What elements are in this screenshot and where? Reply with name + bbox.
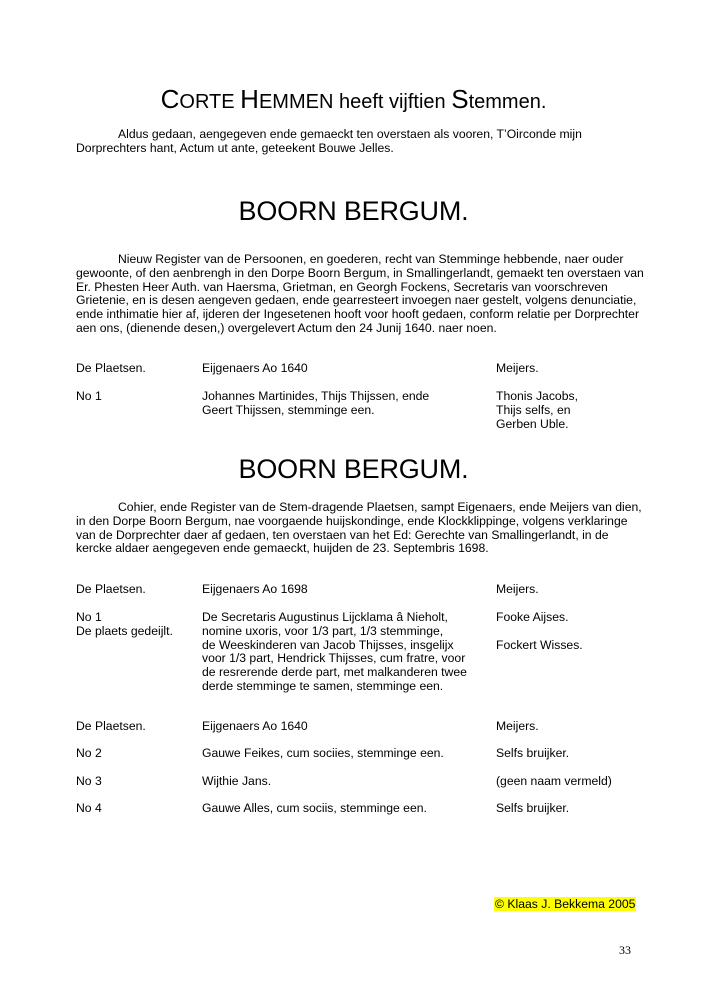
paragraph-cohier	[76, 500, 642, 556]
cell-line: voor 1/3 part, Hendrick Thijsses, cum fratre, voor	[202, 651, 466, 666]
column-header-tenants: Meijers.	[496, 719, 539, 733]
paragraph-line: Cohier, ende Register van de Stem-dragende Plaetsen, sampt Eigenaers, ende Meijers van dien,	[118, 500, 642, 514]
heading-boorn-bergum-1: BOORN BERGUM.	[238, 196, 469, 226]
cell-line: Thonis Jacobs,	[496, 389, 578, 403]
cell-line: derde stemminge te samen, stemminge een.	[202, 678, 444, 693]
cell-line: de Weeskinderen van Jacob Thijsses, insgelijx	[202, 637, 454, 652]
paragraph-line: aen ons, (dienende desen,) overgelevert Actum den 24 Junij 1640. naer noen.	[76, 320, 497, 335]
cell-place: No 4	[76, 801, 102, 815]
cell-tenants: (geen naam vermeld)	[496, 774, 612, 788]
paragraph-line: Aldus gedaan, aengegeven ende gemaeckt ten overstaen als vooren, T’Oirconde mijn	[118, 127, 582, 141]
column-header-tenants: Meijers.	[496, 361, 539, 375]
cell-line: nomine uxoris, voor 1/3 part, 1/3 stemminge,	[202, 623, 444, 638]
heading-boorn-bergum-2: BOORN BERGUM.	[238, 454, 469, 484]
paragraph-line: gewoonte, of den aenbrengh in den Dorpe Boorn Bergum, in Smallingerlandt, gemaekt ten overstaen van	[76, 265, 644, 280]
paragraph-line: Grietenie, en is desen aengeven gedaen, ende gearresteert invoegen naer gestelt, volgens denunciatie,	[76, 293, 637, 308]
paragraph-line: kercke aldaer aengegeven ende gemaeckt, huijden de 23. Septembris 1698.	[76, 541, 489, 556]
cell-line: De Secretaris Augustinus Lijcklama â Nieholt,	[202, 610, 448, 624]
cell-owners: Gauwe Feikes, cum sociies, stemminge een.	[202, 746, 444, 760]
column-header-places: De Plaetsen.	[76, 719, 146, 733]
cell-owners	[202, 611, 467, 694]
cell-line: Gerben Uble.	[496, 416, 569, 431]
cell-tenants	[496, 390, 578, 431]
paragraph-line: van de Dorprechter daer af gedaen, ten overstaen van het Ed: Gerechte van Smallingerlandt, in de	[76, 527, 609, 542]
cell-tenants	[496, 611, 583, 652]
cell-line: Geert Thijssen, stemminge een.	[202, 402, 375, 417]
cell-place	[76, 611, 173, 639]
cell-owners: Wijthie Jans.	[202, 774, 272, 788]
heading-text: EMMEN	[258, 91, 334, 113]
paragraph-line: Er. Phesten Heer Auth. van Haersma, Grietman, en Georgh Fockens, Secretaris van voorschreven	[76, 279, 608, 294]
column-header-owners: Eijgenaers Ao 1698	[202, 582, 308, 596]
page-number: 33	[619, 943, 631, 957]
cell-owners: Gauwe Alles, cum sociis, stemminge een.	[202, 801, 427, 815]
column-header-places: De Plaetsen.	[76, 582, 146, 596]
paragraph-line: Nieuw Register van de Persoonen, en goederen, recht van Stemminge hebbende, naer ouder	[118, 252, 624, 266]
paragraph-line: Dorprechters hant, Actum ut ante, geteekent Bouwe Jelles.	[76, 140, 394, 155]
heading-cap-c: C	[160, 84, 180, 114]
heading-text: heeft vijftien	[333, 91, 452, 113]
cell-line	[496, 625, 583, 639]
column-header-owners: Eijgenaers Ao 1640	[202, 361, 308, 375]
heading-cap-s: S	[451, 84, 469, 114]
column-header-places: De Plaetsen.	[76, 361, 146, 375]
heading-text: temmen.	[468, 91, 547, 113]
paragraph-line: ende inthimatie hier af, ijderen der Ingesetenen hooft voor hooft gedaen, conform relatie per Dorprechter	[76, 307, 639, 322]
column-header-owners: Eijgenaers Ao 1640	[202, 719, 308, 733]
cell-line: No 1	[76, 389, 102, 403]
column-header-tenants: Meijers.	[496, 582, 539, 596]
heading-corte-hemmen	[0, 84, 707, 115]
paragraph-aldus-gedaan	[76, 128, 636, 156]
copyright-notice: © Klaas J. Bekkema 2005	[495, 897, 636, 911]
cell-tenants: Selfs bruijker.	[496, 746, 570, 760]
cell-line: De plaets gedeijlt.	[76, 623, 173, 638]
heading-cap-h: H	[240, 84, 259, 114]
cell-line: Johannes Martinides, Thijs Thijssen, ende	[202, 389, 430, 403]
cell-line: Fooke Aijses.	[496, 610, 569, 624]
cell-place	[76, 390, 102, 404]
cell-tenants: Selfs bruijker.	[496, 801, 570, 815]
cell-line: Fockert Wisses.	[496, 637, 583, 652]
cell-owners	[202, 390, 429, 418]
cell-place: No 2	[76, 746, 102, 760]
paragraph-line: in den Dorpe Boorn Bergum, nae voorgaende huijskondinge, ende Klockklippinge, volgens verklaringe	[76, 513, 628, 528]
cell-line: No 1	[76, 610, 102, 624]
cell-place: No 3	[76, 774, 102, 788]
cell-line: de resrerende derde part, met malkanderen twee	[202, 665, 467, 680]
heading-text: ORTE	[179, 91, 241, 113]
paragraph-nieuw-register	[76, 252, 644, 336]
cell-line: Thijs selfs, en	[496, 402, 571, 417]
